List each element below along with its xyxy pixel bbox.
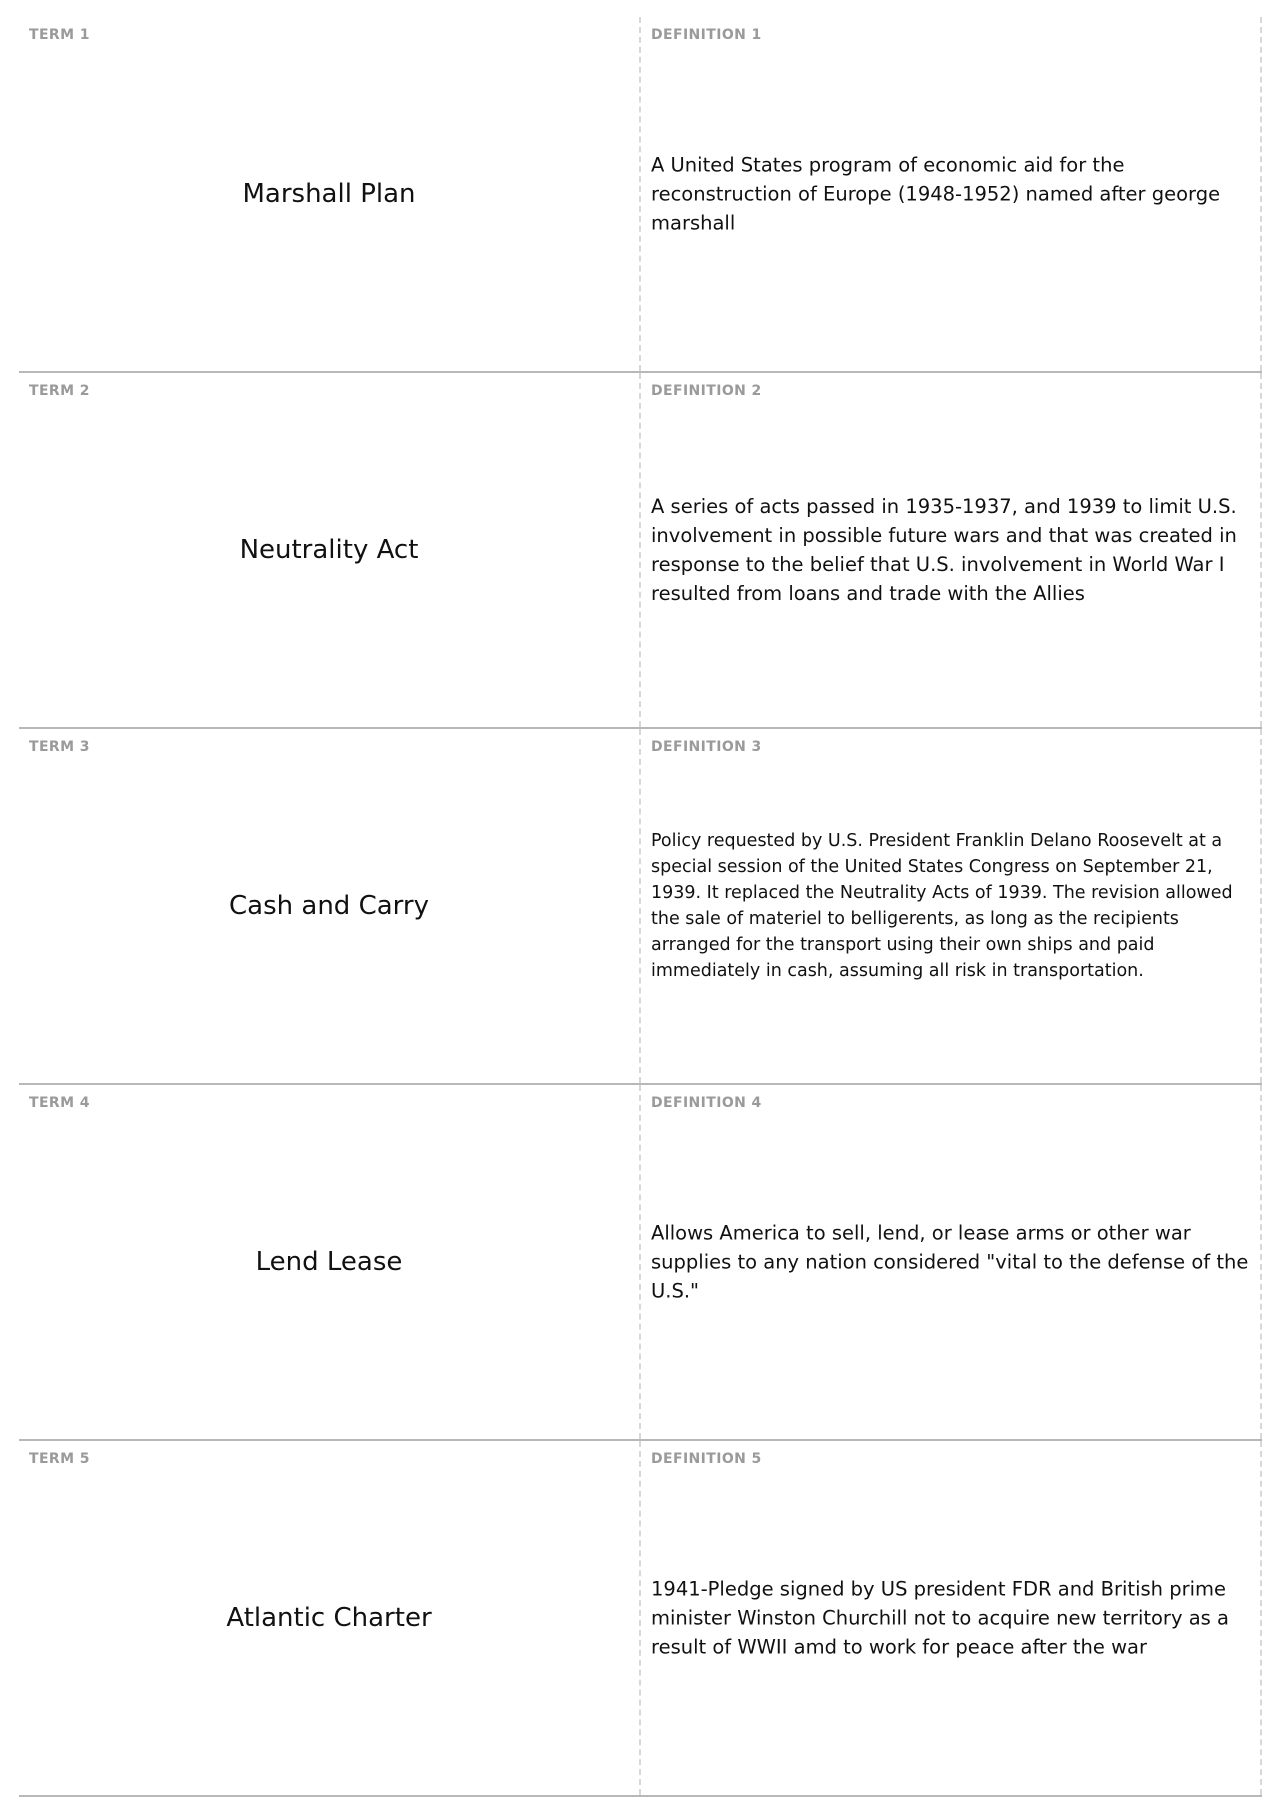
card-row-4 (19, 1085, 1262, 1441)
definition-label: DEFINITION 3 (651, 739, 762, 755)
card-row-5 (19, 1441, 1262, 1797)
term-cell-2 (19, 373, 641, 727)
term-text: Lend Lease (255, 1247, 403, 1277)
definition-text: A series of acts passed in 1935-1937, and 1939 to limit U.S. involvement in possible future wars and that was created in response to the belief that U.S. involvement in World War I resulted from loans and trade with the Allies (651, 495, 1237, 605)
definition-text: A United States program of economic aid for the reconstruction of Europe (1948-1952) named after george marshall (651, 153, 1221, 235)
term-text: Cash and Carry (229, 891, 429, 921)
term-label: TERM 2 (29, 383, 90, 399)
definition-text: Allows America to sell, lend, or lease arms or other war supplies to any nation considered "vital to the defense of the U.S." (651, 1221, 1249, 1303)
term-cell-4 (19, 1085, 641, 1439)
definition-cell-4 (641, 1085, 1262, 1439)
definition-cell-1 (641, 17, 1262, 371)
term-label: TERM 5 (29, 1451, 90, 1467)
term-cell-5 (19, 1441, 641, 1795)
definition-label: DEFINITION 1 (651, 27, 762, 43)
term-label: TERM 1 (29, 27, 90, 43)
definition-text: Policy requested by U.S. President Franklin Delano Roosevelt at a special session of the United States Congress on September 21, 1939. It replaced the Neutrality Acts of 1939. The revision allowed the sale of materiel to belligerents, as long as the recipients arranged for the transport using their own ships and paid immediately in cash, assuming all risk in transportation. (651, 831, 1233, 981)
card-row-3 (19, 729, 1262, 1085)
definition-cell-5 (641, 1441, 1262, 1795)
term-label: TERM 4 (29, 1095, 90, 1111)
definition-label: DEFINITION 4 (651, 1095, 762, 1111)
definition-cell-3 (641, 729, 1262, 1083)
definition-text: 1941-Pledge signed by US president FDR and British prime minister Winston Churchill not to acquire new territory as a result of WWII amd to work for peace after the war (651, 1577, 1229, 1659)
definition-label: DEFINITION 5 (651, 1451, 762, 1467)
term-text: Marshall Plan (242, 179, 416, 209)
term-label: TERM 3 (29, 739, 90, 755)
definition-cell-2 (641, 373, 1262, 727)
card-row-2 (19, 373, 1262, 729)
term-cell-3 (19, 729, 641, 1083)
term-cell-1 (19, 17, 641, 371)
term-text: Atlantic Charter (226, 1603, 432, 1633)
card-row-1 (19, 17, 1262, 373)
definition-label: DEFINITION 2 (651, 383, 762, 399)
flashcard-sheet (19, 17, 1262, 1797)
term-text: Neutrality Act (239, 535, 419, 565)
